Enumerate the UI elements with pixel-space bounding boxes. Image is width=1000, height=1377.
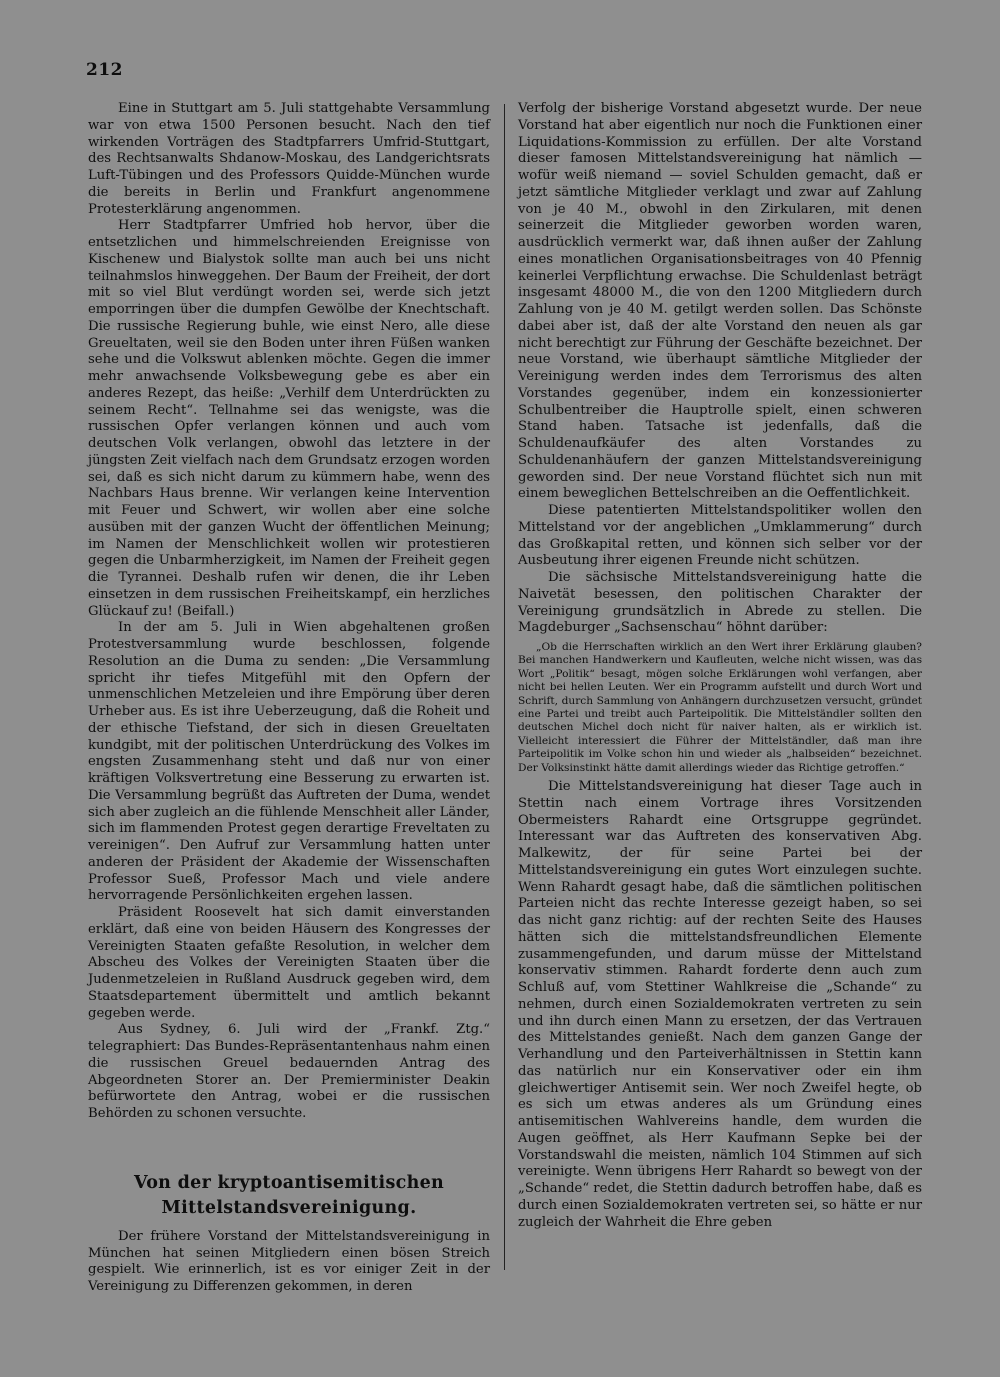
paragraph-wien: In der am 5. Juli in Wien abgehaltenen großen Protestversammlung wurde beschlossen, folgende Resolution an die Duma zu senden: „Die Versammlung spricht ihr tiefes Mitgefühl mit den Opfern der unmenschlichen Metzeleien und ihre Empörung über deren Urheber aus. Es ist ihre Ueberzeugung, daß die Roheit und der ethische Tiefstand, der sich in diesen Greueltaten kundgibt, mit der politischen Unterdrückung des Volkes im engsten Zusammenhang steht und daß nur von einer kräftigen Volksvertretung eine Besserung zu erwarten ist. Die Versammlung begrüßt das Auftreten der Duma, wendet sich aber zugleich an die fühlende Menschheit aller Länder, sich im flammenden Protest gegen derartige Freveltaten zu vereinigen“. Den Aufruf zur Versammlung hatten unter anderen der Präsident der Akademie der Wissenschaften Professor Sueß, Professor Mach und viele andere hervorragende Persönlichkeiten ergehen lassen.	[88, 620, 490, 904]
right-column	[518, 101, 922, 1231]
page-number: 212	[86, 60, 123, 80]
paragraph-stuttgart: Eine in Stuttgart am 5. Juli stattgehabte Versammlung war von etwa 1500 Personen besucht. Nach den tief wirkenden Vorträgen des Stadtpfarrers Umfrid-Stuttgart, des Rechtsanwalts Shdanow-Moskau, des Landgerichtsrats Luft-Tübingen und des Professors Quidde-München wurde die bereits in Berlin und Frankfurt angenommene Protesterklärung angenommen.	[88, 101, 490, 217]
paragraph-vorstand: Verfolg der bisherige Vorstand abgesetzt wurde. Der neue Vorstand hat aber eigentlich nur noch die Funktionen einer Liquidations-Kommission zu erfüllen. Der alte Vorstand dieser famosen Mittelstandsvereinigung hat nämlich — wofür weiß niemand — soviel Schulden gemacht, daß er jetzt sämtliche Mitglieder verklagt und zwar auf Zahlung von je 40 M., obwohl in den Zirkularen, mit denen seinerzeit die Mitglieder geworben worden waren, ausdrücklich vermerkt war, daß ihnen außer der Zahlung eines monatlichen Organisationsbeitrages von 40 Pfennig keinerlei Verpflichtung erwachse. Die Schuldenlast beträgt insgesamt 48000 M., die von den 1200 Mitgliedern durch Zahlung von je 40 M. getilgt werden sollen. Das Schönste dabei aber ist, daß der alte Vorstand den neuen als gar nicht berechtigt zur Führung der Geschäfte bezeichnet. Der neue Vorstand, wie überhaupt sämtliche Mitglieder der Vereinigung werden indes dem Terrorismus des alten Vorstandes gegenüber, indem ein konzessionierter Schulbentreiber die Hauptrolle spielt, einen schweren Stand haben. Tatsache ist jedenfalls, daß die Schuldenaufkäufer des alten Vorstandes zu Schuldenanhäufern der ganzen Mittelstandsvereinigung geworden sind. Der neue Vorstand flüchtet sich nun mit einem beweglichen Bettelschreiben an die Oeffentlichkeit.	[518, 101, 922, 502]
left-column	[88, 101, 490, 1296]
paragraph-patentierten: Diese patentierten Mittelstandspolitiker wollen den Mittelstand vor der angeblichen „Umklammerung“ durch das Großkapital retten, und können sich selber vor der Ausbeutung ihrer eigenen Freunde nicht schützen.	[518, 503, 922, 569]
paragraph-sydney: Aus Sydney, 6. Juli wird der „Frankf. Ztg.“ telegraphiert: Das Bundes-Repräsentantenhaus nahm einen die russischen Greuel bedauernden Antrag des Abgeordneten Storer an. Der Premierminister Deakin befürwortete den Antrag, wobei er die russischen Behörden zu schonen versuchte.	[88, 1022, 490, 1121]
paragraph-muenchen: Der frühere Vorstand der Mittelstandsvereinigung in München hat seinen Mitgliedern einen bösen Streich gespielt. Wie erinnerlich, ist es vor einiger Zeit in der Vereinigung zu Differenzen gekommen, in deren	[88, 1228, 490, 1294]
quote-sachsenschau: „Ob die Herrschaften wirklich an den Wert ihrer Erklärung glauben? Bei manchen Handwerkern und Kaufleuten, welche nicht wissen, was das Wort „Politik“ besagt, mögen solche Erklärungen wohl verfangen, aber nicht bei hellen Leuten. Wer ein Programm aufstellt und durch Wort und Schrift, durch Sammlung von Anhängern durchzusetzen versucht, gründet eine Partei und treibt auch Parteipolitik. Die Mittelständler sollten den deutschen Michel doch nicht für naiver halten, als er wirklich ist. Vielleicht interessiert die Führer der Mittelständler, daß man ihre Parteipolitik im Volke schon hin und wieder als „halbseiden“ bezeichnet. Der Volksinstinkt hätte damit allerdings wieder das Richtige getroffen.“	[518, 641, 922, 774]
paragraph-roosevelt: Präsident Roosevelt hat sich damit einverstanden erklärt, daß eine von beiden Häusern des Kongresses der Vereinigten Staaten gefaßte Resolution, in welcher dem Abscheu des Volkes der Vereinigten Staaten über die Judenmetzeleien in Rußland Ausdruck gegeben wird, dem Staatsdepartement übermittelt und amtlich bekannt gegeben werde.	[88, 905, 490, 1021]
paragraph-saechsische: Die sächsische Mittelstandsvereinigung hatte die Naivetät besessen, den politischen Charakter der Vereinigung grundsätzlich in Abrede zu stellen. Die Magdeburger „Sachsenschau“ höhnt darüber:	[518, 570, 922, 636]
paragraph-umfried: Herr Stadtpfarrer Umfried hob hervor, über die entsetzlichen und himmelschreienden Ereignisse von Kischenew und Bialystok sollte man auch bei uns nicht teilnahmslos hinweggehen. Der Baum der Freiheit, der dort mit so viel Blut verdüngt worden sei, werde sich jetzt emporringen über die dumpfen Gewölbe der Knechtschaft. Die russische Regierung buhle, wie einst Nero, alle diese Greueltaten, weil sie den Boden unter ihren Füßen wanken sehe und die Volkswut ablenken möchte. Gegen die immer mehr anwachsende Volksbewegung gebe es aber ein anderes Rezept, das heiße: „Verhilf dem Unterdrückten zu seinem Recht“. Tellnahme sei das wenigste, was die russischen Opfer verlangen können und auch vom deutschen Volk verlangen, obwohl das letztere in der jüngsten Zeit vielfach nach dem Grundsatz erzogen worden sei, daß es sich nicht darum zu kümmern habe, wenn des Nachbars Haus brenne. Wir verlangen keine Intervention mit Feuer und Schwert, wir wollen aber eine solche ausüben mit der ganzen Wucht der öffentlichen Meinung; im Namen der Menschlichkeit wollen wir protestieren gegen die Unbarmherzigkeit, im Namen der Freiheit gegen die Tyrannei. Deshalb rufen wir denen, die ihr Leben einsetzen in dem russischen Freiheitskampf, ein herzliches Glückauf zu! (Beifall.)	[88, 218, 490, 619]
column-divider	[504, 104, 505, 1270]
section-heading: Von der kryptoantisemitischen Mittelstandsvereinigung.	[133, 1172, 445, 1218]
paragraph-stettin: Die Mittelstandsvereinigung hat dieser Tage auch in Stettin nach einem Vortrage ihres Vorsitzenden Obermeisters Rahardt eine Ortsgruppe gegründet. Interessant war das Auftreten des konservativen Abg. Malkewitz, der für seine Partei bei der Mittelstandsvereinigung ein gutes Wort einzulegen suchte. Wenn Rahardt gesagt habe, daß die sämtlichen politischen Parteien nicht das rechte Interesse gezeigt haben, so sei das nicht ganz richtig: auf der rechten Seite des Hauses hätten sich die mittelstandsfreundlichen Elemente zusammengefunden, und darum müsse der Mittelstand konservativ stimmen. Rahardt forderte denn auch zum Schluß auf, vom Stettiner Wahlkreise die „Schande“ zu nehmen, durch einen Sozialdemokraten vertreten zu sein und ihn durch einen Mann zu ersetzen, der das Vertrauen des Mittelstandes genießt. Nach dem ganzen Gange der Verhandlung und den Parteiverhältnissen in Stettin kann das natürlich nur ein Konservativer oder ein ihm gleichwertiger Antisemit sein. Wer noch Zweifel hegte, ob es sich um etwas anderes als um Gründung eines antisemitischen Wahlvereins handle, dem wurden die Augen geöffnet, als Herr Kaufmann Sepke bei der Vorstandswahl die meisten, nämlich 104 Stimmen auf sich vereinigte. Wenn übrigens Herr Rahardt so bewegt von der „Schande“ redet, die Stettin dadurch betroffen habe, daß es durch einen Sozialdemokraten vertreten sei, so hätte er nur zugleich der Wahrheit die Ehre geben	[518, 779, 922, 1230]
